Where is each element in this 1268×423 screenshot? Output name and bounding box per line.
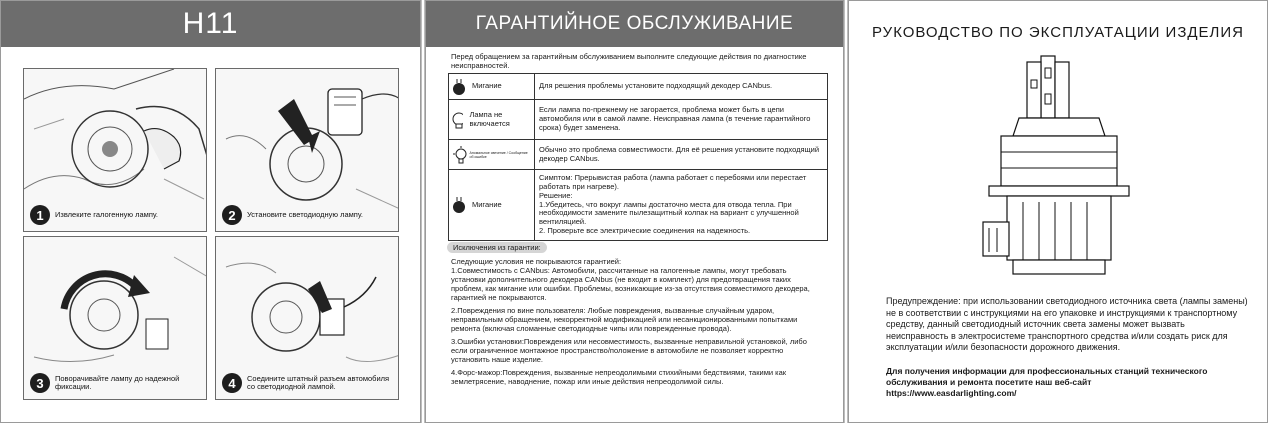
step-number-2: 2 — [222, 205, 242, 225]
symptom-label: Мигание — [472, 199, 502, 209]
symptom-desc: Симптом: Прерывистая работа (лампа работает с перебоями или перестает работать при нагреве). — [539, 173, 807, 191]
symptom-text: Если лампа по-прежнему не загорается, проблема может быть в цепи автомобиля или в самой лампе. Неисправная лампа (в течение гарантийного срока) будет заменена. — [535, 100, 828, 140]
exclusion-item: 4.Форс-мажор:Повреждения, вызванные непреодолимыми стихийными бедствиями, такими как землетрясение, наводнение, пожар или иные действия непреодолимой силы. — [451, 368, 787, 386]
step-number-1: 1 — [30, 205, 50, 225]
exclusions-list — [451, 257, 823, 390]
bulb-flicker-icon — [452, 78, 466, 96]
exclusion-item: 1.Совместимость с CANbus: Автомобили, рассчитанные на галогенные лампы, могут требовать установки дополнительного декодера CANbus (не входит в комплект) для предотвращения таких проблем, как мигание или ошибки. Проблемы, возникающие из-за отсутствия совместимого декодера, гарантией не покрываются. — [451, 266, 810, 302]
step-caption-2 — [222, 205, 394, 225]
step-card-3 — [23, 236, 207, 400]
table-row — [449, 100, 828, 140]
info-text: Для получения информации для профессиональных станций технического обслуживания и ремонта посетите наш веб-сайт — [886, 366, 1208, 387]
symptom-text — [535, 170, 828, 241]
troubleshooting-table — [448, 73, 828, 241]
exclusion-item: 3.Ошибки установки:Повреждения или несовместимость, вызванные неправильной установкой, либо если ограниченное монтажное пространство/положение в автомобиле не позволяет корректно установить наше изделие. — [451, 337, 807, 364]
warranty-intro: Перед обращением за гарантийным обслуживанием выполните следующие действия по диагностике неисправностей. — [451, 52, 807, 70]
solution-heading: Решение: — [539, 190, 573, 200]
table-row — [449, 170, 828, 241]
step-text-3: Поворачивайте лампу до надежной фиксации. — [55, 373, 180, 391]
bulb-error-icon — [452, 146, 467, 164]
symptom-text: Для решения проблемы установите подходящий декодер CANbus. — [535, 74, 828, 100]
step-card-1 — [23, 68, 207, 232]
website-link[interactable]: https://www.easdarlighting.com/ — [886, 388, 1017, 398]
step-card-4 — [215, 236, 399, 400]
warranty-panel — [424, 0, 845, 423]
step-caption-1 — [30, 205, 202, 225]
solution-step: 1.Убедитесь, что вокруг лампы достаточно места для отвода тепла. При необходимости замените пылезащитный колпак на вариант с улучшенной вентиляцией. — [539, 199, 799, 227]
title-band — [0, 0, 421, 47]
table-row — [449, 74, 828, 100]
step-number-3: 3 — [30, 373, 50, 393]
symptom-label: Лампа не включается — [469, 110, 510, 128]
symptom-label: Аномальное свечение / Сообщение об ошибке — [469, 150, 528, 159]
step-caption-3 — [30, 373, 202, 393]
installation-panel — [0, 0, 422, 423]
step-text-1: Извлеките галогенную лампу. — [55, 209, 158, 219]
exclusions-title: Исключения из гарантии: — [447, 242, 547, 253]
led-bulb-illustration — [979, 52, 1139, 282]
warning-text: Предупреждение: при использовании светодиодного источника света (лампы замены) не в соответствии с инструкциями на его упаковке и инструкциями к транспортному средству, данный светодиодный источник света замены может вызвать неисправность в электросистеме транспортного средства и/или создать риск для эксплуатации и/или безопасности дорожного движения. — [886, 296, 1248, 352]
step-caption-4 — [222, 373, 394, 393]
panel-title: H11 — [182, 6, 239, 40]
exclusion-item: 2.Повреждения по вине пользователя: Любые повреждения, вызванные случайным ударом, неправильным обращением, некорректной модификацией или несанкционированными попытками ремонта (включая сломанные светодиодные чипы или поврежденные провода). — [451, 306, 798, 333]
step-text-4: Соедините штатный разъем автомобиля со светодиодной лампой. — [247, 373, 390, 391]
step-card-2 — [215, 68, 399, 232]
info-block — [886, 366, 1256, 399]
manual-panel — [847, 0, 1268, 423]
panel-title: РУКОВОДСТВО ПО ЭКСПЛУАТАЦИИ ИЗДЕЛИЯ — [871, 24, 1245, 41]
solution-step: 2. Проверьте все электрические соединения на надежность. — [539, 225, 751, 235]
panel-title: ГАРАНТИЙНОЕ ОБСЛУЖИВАНИЕ — [475, 12, 794, 34]
bulb-flicker-icon — [452, 196, 466, 214]
exclusions-intro: Следующие условия не покрываются гарантией: — [451, 257, 622, 266]
symptom-text: Обычно это проблема совместимости. Для её решения установите подходящий декодер CANbus. — [535, 140, 828, 170]
bulb-off-icon — [452, 111, 463, 129]
table-row — [449, 140, 828, 170]
symptom-label: Мигание — [472, 81, 502, 91]
step-number-4: 4 — [222, 373, 242, 393]
title-band — [425, 0, 844, 47]
step-text-2: Установите светодиодную лампу. — [247, 209, 363, 219]
